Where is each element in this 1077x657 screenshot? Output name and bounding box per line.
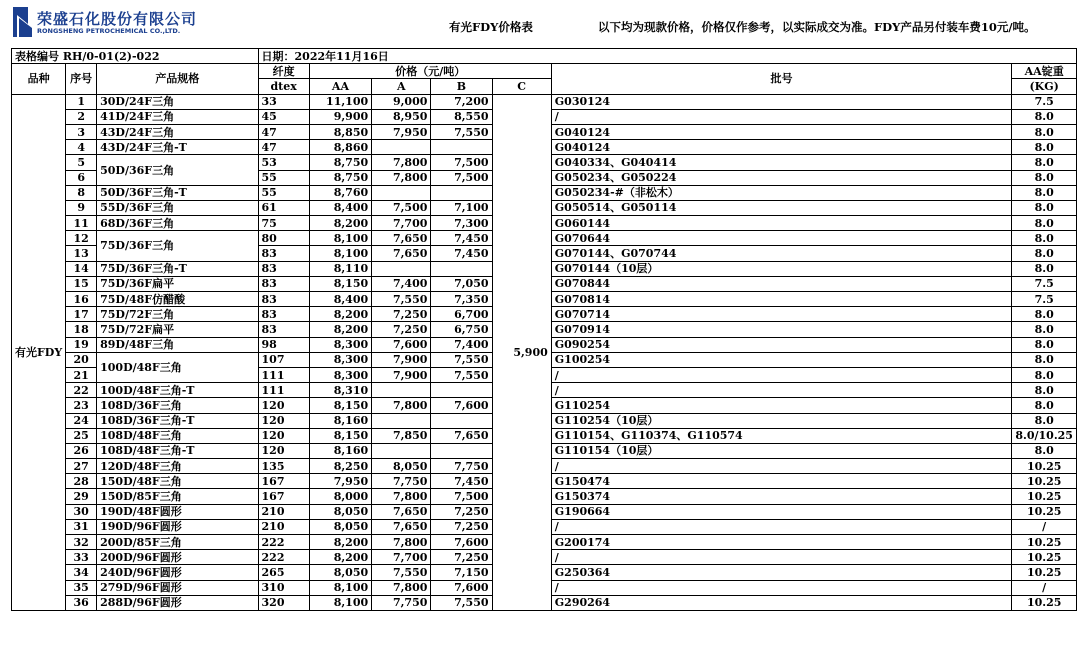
spec-cell: 50D/36F三角-T [97,185,258,200]
seq-cell: 17 [66,307,97,322]
price-aa-cell: 8,200 [309,322,371,337]
dtex-cell: 47 [258,140,309,155]
seq-cell: 11 [66,216,97,231]
spec-cell: 150D/85F三角 [97,489,258,504]
price-b-cell: 7,400 [431,337,492,352]
price-aa-cell: 8,000 [309,489,371,504]
price-aa-cell: 8,200 [309,216,371,231]
table-row [12,94,1077,109]
aa-weight-cell: 8.0 [1012,307,1077,322]
price-a-cell: 7,700 [372,550,431,565]
dtex-cell: 55 [258,170,309,185]
seq-cell: 28 [66,474,97,489]
price-b-cell: 7,550 [431,367,492,382]
dtex-cell: 167 [258,474,309,489]
dtex-cell: 80 [258,231,309,246]
price-aa-cell: 8,250 [309,459,371,474]
price-b-cell: 7,200 [431,94,492,109]
seq-cell: 30 [66,504,97,519]
price-c-cell: 5,900 [492,94,551,610]
dtex-cell: 45 [258,109,309,124]
price-aa-cell: 8,150 [309,276,371,291]
dtex-cell: 120 [258,413,309,428]
spec-cell: 75D/36F扁平 [97,276,258,291]
price-b-cell: 7,100 [431,200,492,215]
price-aa-cell: 8,300 [309,352,371,367]
spec-cell: 108D/36F三角 [97,398,258,413]
spec-cell: 75D/36F三角-T [97,261,258,276]
price-b-cell: 7,250 [431,519,492,534]
price-a-cell: 7,650 [372,246,431,261]
dtex-cell: 98 [258,337,309,352]
document-title: 有光FDY价格表 [449,20,533,34]
seq-cell: 15 [66,276,97,291]
seq-cell: 21 [66,367,97,382]
aa-weight-cell: 7.5 [1012,94,1077,109]
batch-cell: G040334、G040414 [551,155,1012,170]
aa-weight-cell: 8.0 [1012,155,1077,170]
aa-weight-cell: 10.25 [1012,565,1077,580]
header-grade-aa: AA [309,79,371,94]
batch-cell: G070144（10层） [551,261,1012,276]
seq-cell: 34 [66,565,97,580]
aa-weight-cell: 8.0 [1012,398,1077,413]
aa-weight-cell: 8.0 [1012,352,1077,367]
spec-cell: 120D/48F三角 [97,459,258,474]
price-a-cell: 7,800 [372,155,431,170]
batch-cell: G070914 [551,322,1012,337]
spec-cell: 43D/24F三角-T [97,140,258,155]
dtex-cell: 61 [258,200,309,215]
price-aa-cell: 8,100 [309,580,371,595]
price-a-cell [372,140,431,155]
price-aa-cell: 8,860 [309,140,371,155]
aa-weight-cell: 8.0 [1012,261,1077,276]
price-b-cell: 7,500 [431,489,492,504]
dtex-cell: 53 [258,155,309,170]
spec-cell: 89D/48F三角 [97,337,258,352]
seq-cell: 9 [66,200,97,215]
price-a-cell: 7,550 [372,565,431,580]
price-a-cell: 7,250 [372,322,431,337]
batch-cell: G190664 [551,504,1012,519]
price-aa-cell: 8,400 [309,292,371,307]
batch-cell: G040124 [551,124,1012,139]
aa-weight-cell: 8.0/10.25 [1012,428,1077,443]
price-a-cell: 7,650 [372,519,431,534]
spec-cell: 75D/72F三角 [97,307,258,322]
spec-cell: 30D/24F三角 [97,94,258,109]
price-b-cell [431,185,492,200]
price-aa-cell: 8,750 [309,170,371,185]
price-a-cell: 7,250 [372,307,431,322]
batch-cell: G290264 [551,595,1012,610]
header-price: 价格（元/吨） [309,64,551,79]
seq-cell: 27 [66,459,97,474]
price-a-cell: 7,900 [372,352,431,367]
header-grade-b: B [431,79,492,94]
price-aa-cell: 9,900 [309,109,371,124]
price-aa-cell: 8,300 [309,337,371,352]
price-b-cell: 7,550 [431,124,492,139]
price-b-cell: 7,550 [431,352,492,367]
form-number: 表格编号 RH/0-01(2)-022 [12,49,259,64]
spec-cell: 108D/48F三角-T [97,443,258,458]
seq-cell: 1 [66,94,97,109]
seq-cell: 22 [66,383,97,398]
price-b-cell: 7,300 [431,216,492,231]
price-a-cell: 7,650 [372,504,431,519]
batch-cell: G110254（10层） [551,413,1012,428]
header-grade-a: A [372,79,431,94]
price-a-cell: 7,500 [372,200,431,215]
price-b-cell: 6,700 [431,307,492,322]
price-aa-cell: 11,100 [309,94,371,109]
variety-cell: 有光FDY [12,94,66,610]
aa-weight-cell: 8.0 [1012,216,1077,231]
batch-cell: G070844 [551,276,1012,291]
aa-weight-cell: 8.0 [1012,337,1077,352]
price-aa-cell: 8,160 [309,413,371,428]
seq-cell: 35 [66,580,97,595]
batch-cell: G040124 [551,140,1012,155]
dtex-cell: 83 [258,246,309,261]
price-a-cell: 7,800 [372,580,431,595]
seq-cell: 25 [66,428,97,443]
spec-cell: 288D/96F圆形 [97,595,258,610]
batch-cell: G050234、G050224 [551,170,1012,185]
price-a-cell: 7,550 [372,292,431,307]
spec-cell: 240D/96F圆形 [97,565,258,580]
dtex-cell: 55 [258,185,309,200]
rongsheng-logo-icon [12,6,34,38]
aa-weight-cell: 8.0 [1012,367,1077,382]
price-aa-cell: 8,850 [309,124,371,139]
header-batch: 批号 [551,64,1012,94]
aa-weight-cell: 8.0 [1012,109,1077,124]
aa-weight-cell: 8.0 [1012,231,1077,246]
spec-cell: 190D/48F圆形 [97,504,258,519]
price-b-cell: 7,250 [431,550,492,565]
batch-cell: G060144 [551,216,1012,231]
spec-cell: 50D/36F三角 [97,155,258,185]
spec-cell: 108D/36F三角-T [97,413,258,428]
aa-weight-cell: 8.0 [1012,322,1077,337]
seq-cell: 8 [66,185,97,200]
spec-cell: 75D/36F三角 [97,231,258,261]
dtex-cell: 33 [258,94,309,109]
price-aa-cell: 8,050 [309,565,371,580]
price-a-cell: 7,650 [372,231,431,246]
batch-cell: / [551,109,1012,124]
batch-cell: G250364 [551,565,1012,580]
company-name-cn: 荣盛石化股份有限公司 [37,10,198,28]
price-a-cell [372,383,431,398]
dtex-cell: 75 [258,216,309,231]
spec-cell: 200D/96F圆形 [97,550,258,565]
batch-cell: / [551,519,1012,534]
form-info-row [12,49,1077,64]
price-b-cell: 7,600 [431,535,492,550]
form-date: 日期：2022年11月16日 [258,49,1076,64]
dtex-cell: 83 [258,307,309,322]
dtex-cell: 222 [258,550,309,565]
price-aa-cell: 8,150 [309,398,371,413]
batch-cell: G070814 [551,292,1012,307]
price-aa-cell: 8,050 [309,504,371,519]
aa-weight-cell: 8.0 [1012,170,1077,185]
price-a-cell: 7,950 [372,124,431,139]
price-aa-cell: 8,110 [309,261,371,276]
dtex-cell: 120 [258,398,309,413]
batch-cell: G070144、G070744 [551,246,1012,261]
price-aa-cell: 8,400 [309,200,371,215]
aa-weight-cell: 8.0 [1012,443,1077,458]
dtex-cell: 111 [258,367,309,382]
price-a-cell: 7,800 [372,535,431,550]
seq-cell: 26 [66,443,97,458]
batch-cell: / [551,367,1012,382]
dtex-cell: 210 [258,519,309,534]
document-note: 以下均为现款价格，价格仅作参考，以实际成交为准。FDY产品另付装车费10元/吨。 [598,20,1036,34]
aa-weight-cell: 10.25 [1012,459,1077,474]
price-a-cell: 7,800 [372,398,431,413]
batch-cell: G070714 [551,307,1012,322]
seq-cell: 31 [66,519,97,534]
batch-cell: G110254 [551,398,1012,413]
aa-weight-cell: 7.5 [1012,276,1077,291]
dtex-cell: 310 [258,580,309,595]
header-grade-c: C [492,79,551,94]
seq-cell: 6 [66,170,97,185]
price-a-cell: 8,050 [372,459,431,474]
aa-weight-cell: 10.25 [1012,474,1077,489]
price-aa-cell: 8,310 [309,383,371,398]
batch-cell: G050514、G050114 [551,200,1012,215]
seq-cell: 3 [66,124,97,139]
batch-cell: G070644 [551,231,1012,246]
price-a-cell [372,413,431,428]
price-aa-cell: 8,760 [309,185,371,200]
seq-cell: 18 [66,322,97,337]
header-spec: 产品规格 [97,64,258,94]
price-aa-cell: 8,200 [309,550,371,565]
aa-weight-cell: 8.0 [1012,246,1077,261]
price-b-cell: 8,550 [431,109,492,124]
aa-weight-cell: 10.25 [1012,550,1077,565]
batch-cell: G110154（10层） [551,443,1012,458]
price-aa-cell: 8,050 [309,519,371,534]
batch-cell: / [551,383,1012,398]
price-a-cell: 9,000 [372,94,431,109]
price-a-cell [372,185,431,200]
price-a-cell: 7,850 [372,428,431,443]
aa-weight-cell: 8.0 [1012,185,1077,200]
aa-weight-cell: 8.0 [1012,200,1077,215]
aa-weight-cell: 8.0 [1012,413,1077,428]
batch-cell: G030124 [551,94,1012,109]
dtex-cell: 83 [258,322,309,337]
header-aa-weight-unit: (KG) [1012,79,1077,94]
dtex-cell: 83 [258,261,309,276]
spec-cell: 150D/48F三角 [97,474,258,489]
spec-cell: 108D/48F三角 [97,428,258,443]
dtex-cell: 135 [258,459,309,474]
seq-cell: 20 [66,352,97,367]
price-b-cell [431,443,492,458]
batch-cell: G110154、G110374、G110574 [551,428,1012,443]
price-aa-cell: 8,100 [309,595,371,610]
batch-cell: / [551,550,1012,565]
price-aa-cell: 8,160 [309,443,371,458]
seq-cell: 23 [66,398,97,413]
batch-cell: G150474 [551,474,1012,489]
price-a-cell: 7,700 [372,216,431,231]
spec-cell: 55D/36F三角 [97,200,258,215]
aa-weight-cell: 8.0 [1012,124,1077,139]
seq-cell: 13 [66,246,97,261]
batch-cell: G100254 [551,352,1012,367]
batch-cell: / [551,459,1012,474]
header-aa-weight: AA锭重 [1012,64,1077,79]
header-seq: 序号 [66,64,97,94]
price-a-cell: 7,400 [372,276,431,291]
price-b-cell [431,140,492,155]
aa-weight-cell: 10.25 [1012,535,1077,550]
spec-cell: 75D/72F扁平 [97,322,258,337]
price-table [11,48,1077,611]
aa-weight-cell: 10.25 [1012,489,1077,504]
seq-cell: 32 [66,535,97,550]
aa-weight-cell: 10.25 [1012,595,1077,610]
aa-weight-cell: 8.0 [1012,383,1077,398]
dtex-cell: 83 [258,276,309,291]
aa-weight-cell: / [1012,580,1077,595]
aa-weight-cell: 8.0 [1012,140,1077,155]
price-aa-cell: 8,100 [309,231,371,246]
price-b-cell: 7,050 [431,276,492,291]
price-a-cell: 7,750 [372,595,431,610]
spec-cell: 41D/24F三角 [97,109,258,124]
seq-cell: 33 [66,550,97,565]
price-aa-cell: 8,100 [309,246,371,261]
company-name-en: RONGSHENG PETROCHEMICAL CO.,LTD. [37,27,181,35]
price-aa-cell: 7,950 [309,474,371,489]
aa-weight-cell: 7.5 [1012,292,1077,307]
seq-cell: 5 [66,155,97,170]
dtex-cell: 265 [258,565,309,580]
price-a-cell: 8,950 [372,109,431,124]
price-b-cell: 7,550 [431,595,492,610]
spec-cell: 190D/96F圆形 [97,519,258,534]
price-aa-cell: 8,300 [309,367,371,382]
seq-cell: 24 [66,413,97,428]
seq-cell: 12 [66,231,97,246]
price-b-cell: 7,650 [431,428,492,443]
price-b-cell: 7,500 [431,170,492,185]
dtex-cell: 107 [258,352,309,367]
header-fineness-unit: dtex [258,79,309,94]
aa-weight-cell: 10.25 [1012,504,1077,519]
price-aa-cell: 8,750 [309,155,371,170]
price-b-cell: 6,750 [431,322,492,337]
price-b-cell: 7,750 [431,459,492,474]
price-aa-cell: 8,150 [309,428,371,443]
price-a-cell: 7,800 [372,170,431,185]
price-b-cell: 7,150 [431,565,492,580]
spec-cell: 75D/48F仿醋酸 [97,292,258,307]
price-b-cell [431,383,492,398]
price-b-cell: 7,250 [431,504,492,519]
spec-cell: 200D/85F三角 [97,535,258,550]
spec-cell: 68D/36F三角 [97,216,258,231]
price-b-cell: 7,450 [431,246,492,261]
batch-cell: / [551,580,1012,595]
aa-weight-cell: / [1012,519,1077,534]
price-b-cell [431,413,492,428]
dtex-cell: 120 [258,428,309,443]
price-b-cell: 7,450 [431,474,492,489]
seq-cell: 4 [66,140,97,155]
spec-cell: 279D/96F圆形 [97,580,258,595]
dtex-cell: 210 [258,504,309,519]
price-b-cell [431,261,492,276]
seq-cell: 14 [66,261,97,276]
header-fineness: 纤度 [258,64,309,79]
price-b-cell: 7,600 [431,398,492,413]
page-header [0,0,1077,44]
spec-cell: 100D/48F三角 [97,352,258,382]
company-logo [12,6,202,40]
dtex-cell: 222 [258,535,309,550]
dtex-cell: 47 [258,124,309,139]
price-b-cell: 7,350 [431,292,492,307]
price-a-cell: 7,600 [372,337,431,352]
spec-cell: 43D/24F三角 [97,124,258,139]
price-aa-cell: 8,200 [309,535,371,550]
price-b-cell: 7,600 [431,580,492,595]
price-a-cell: 7,900 [372,367,431,382]
header-row-1 [12,64,1077,79]
dtex-cell: 111 [258,383,309,398]
price-b-cell: 7,500 [431,155,492,170]
batch-cell: G090254 [551,337,1012,352]
seq-cell: 29 [66,489,97,504]
price-a-cell: 7,800 [372,489,431,504]
price-aa-cell: 8,200 [309,307,371,322]
seq-cell: 2 [66,109,97,124]
price-b-cell: 7,450 [431,231,492,246]
dtex-cell: 120 [258,443,309,458]
seq-cell: 36 [66,595,97,610]
spec-cell: 100D/48F三角-T [97,383,258,398]
batch-cell: G050234-#（非松木） [551,185,1012,200]
price-a-cell: 7,750 [372,474,431,489]
batch-cell: G200174 [551,535,1012,550]
seq-cell: 16 [66,292,97,307]
batch-cell: G150374 [551,489,1012,504]
price-a-cell [372,261,431,276]
header-variety: 品种 [12,64,66,94]
dtex-cell: 320 [258,595,309,610]
seq-cell: 19 [66,337,97,352]
dtex-cell: 83 [258,292,309,307]
price-a-cell [372,443,431,458]
dtex-cell: 167 [258,489,309,504]
